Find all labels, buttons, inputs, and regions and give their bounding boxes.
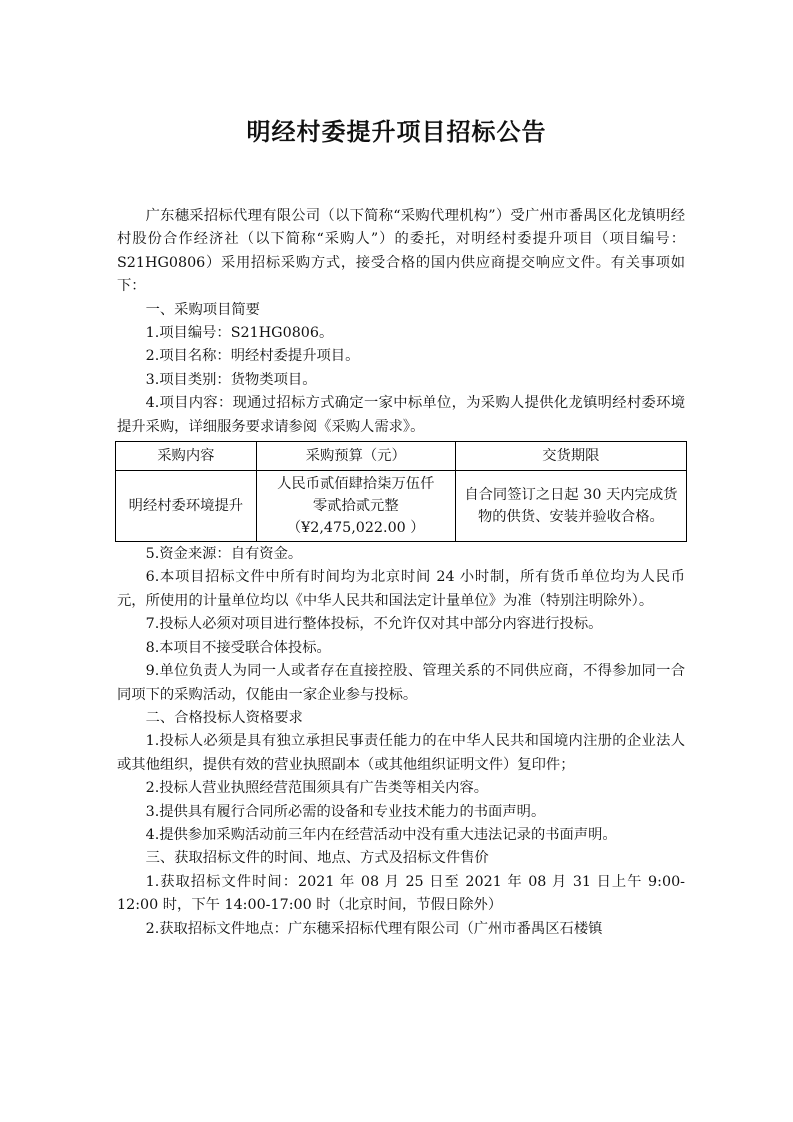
list-item: 8.本项目不接受联合体投标。: [145, 639, 331, 656]
list-item: 4.项目内容：现通过招标方式确定一家中标单位，为采购人提供化龙镇明经村委环境提升采购，详细服务要求请参阅《采购人需求》。: [117, 395, 685, 435]
list-item: 7.投标人必须对项目进行整体投标，不允许仅对其中部分内容进行投标。: [145, 616, 603, 633]
section-heading-1: 一、采购项目简要: [145, 301, 260, 318]
list-item: 6.本项目招标文件中所有时间均为北京时间 24 小时制，所有货币单位均为人民币元，所使用的计量单位均以《中华人民共和国法定计量单位》为准（特别注明除外）。: [117, 569, 685, 609]
list-item: 1.项目编号：S21HG0806。: [145, 325, 334, 342]
list-item: 2.项目名称：明经村委提升项目。: [145, 348, 360, 365]
procurement-table: [115, 441, 687, 542]
list-item: 1.投标人必须是具有独立承担民事责任能力的在中华人民共和国境内注册的企业法人或其他组织，提供有效的营业执照副本（或其他组织证明文件）复印件；: [117, 733, 685, 773]
table-cell-deadline: 自合同签订之日起 30 天内完成货物的供货、安装并验收合格。: [455, 471, 686, 542]
page-title: 明经村委提升项目招标公告: [246, 118, 547, 146]
budget-line: （¥2,475,022.00 ）: [286, 520, 425, 537]
section-heading-3: 三、获取招标文件的时间、地点、方式及招标文件售价: [145, 850, 489, 867]
list-item: 5.资金来源：自有资金。: [145, 546, 303, 563]
document-body: [117, 205, 685, 941]
list-item: 2.获取招标文件地点：广东穗采招标代理有限公司（广州市番禺区石楼镇: [145, 920, 603, 937]
table-cell-budget: [256, 471, 455, 542]
table-header-row: [116, 442, 687, 471]
table-cell-content: 明经村委环境提升: [116, 471, 257, 542]
budget-line: 人民币贰佰肆拾柒万伍仟: [277, 476, 435, 493]
budget-line: 零贰拾贰元整: [312, 498, 399, 515]
table-header-cell: 采购预算（元）: [256, 442, 455, 471]
list-item: 1.获取招标文件时间：2021 年 08 月 25 日至 2021 年 08 月 31 日上午 9:00-12:00 时，下午 14:00-17:00 时（北京时间，节假日除外）: [117, 873, 685, 914]
intro-paragraph: 广东穗采招标代理有限公司（以下简称“采购代理机构”）受广州市番禺区化龙镇明经村股份合作经济社（以下简称“采购人”）的委托，对明经村委提升项目（项目编号：S21HG0806）采用招标采购方式，接受合格的国内供应商提交响应文件。有关事项如下：: [117, 208, 685, 295]
table-header-cell: 交货期限: [455, 442, 686, 471]
list-item: 3.项目类别：货物类项目。: [145, 371, 317, 388]
list-item: 4.提供参加采购活动前三年内在经营活动中没有重大违法记录的书面声明。: [145, 826, 617, 843]
table-row: [116, 471, 687, 542]
section-heading-2: 二、合格投标人资格要求: [145, 709, 303, 726]
table-header-cell: 采购内容: [116, 442, 257, 471]
list-item: 3.提供具有履行合同所必需的设备和专业技术能力的书面声明。: [145, 803, 546, 820]
list-item: 2.投标人营业执照经营范围须具有广告类等相关内容。: [145, 780, 489, 797]
list-item: 9.单位负责人为同一人或者存在直接控股、管理关系的不同供应商，不得参加同一合同项下的采购活动，仅能由一家企业参与投标。: [117, 663, 685, 703]
